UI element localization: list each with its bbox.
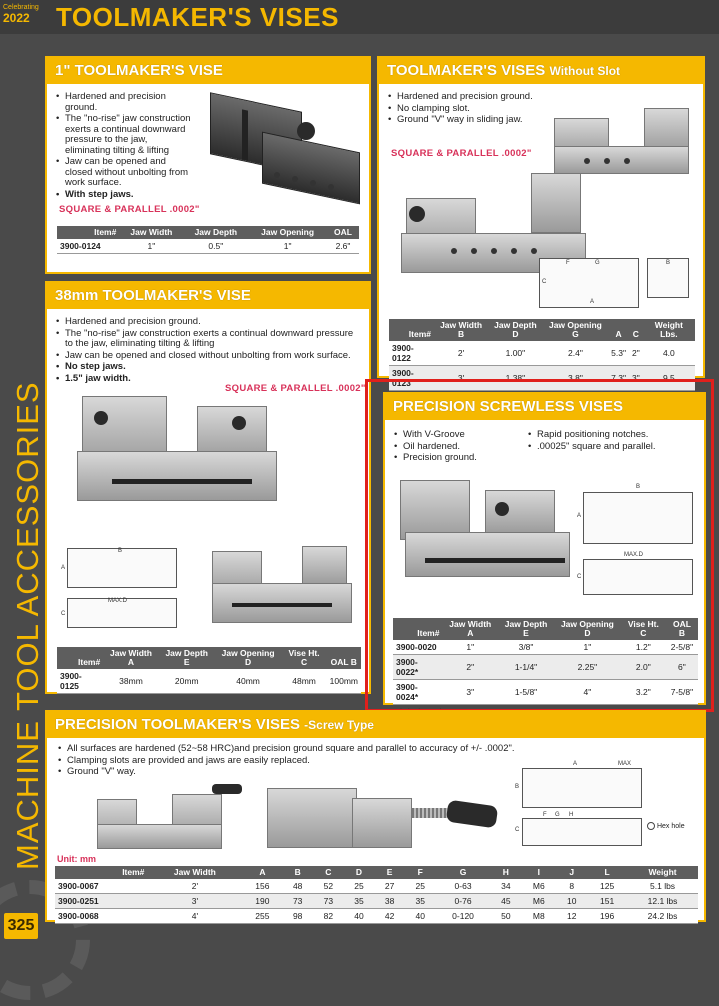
col-header: J	[556, 866, 587, 879]
col-header: Jaw Width	[147, 866, 242, 879]
feature-item: • Hardened and precision ground.	[387, 92, 557, 103]
table-cell: 35	[344, 894, 375, 909]
table-cell: 3900-0068	[55, 909, 147, 924]
spec-table-3	[57, 647, 361, 694]
table-cell: 3'	[147, 894, 242, 909]
feature-item: • Oil hardened.	[393, 442, 528, 453]
badge-year: 2022	[3, 11, 30, 25]
table-cell: 1"	[119, 239, 183, 254]
col-header: OAL B	[327, 647, 361, 669]
vise-image-small	[92, 784, 232, 854]
table-cell: 2'	[147, 879, 242, 894]
table-cell: 100mm	[327, 669, 361, 694]
table-cell: 40	[405, 909, 436, 924]
table-cell: 4'	[147, 909, 242, 924]
dim-label: MAX.D	[108, 598, 128, 604]
col-header: Jaw Depth E	[159, 647, 215, 669]
dim-label: A	[573, 761, 578, 767]
panel-toolmakers-vises-without-slot	[377, 56, 705, 388]
table-cell: 3900-0122	[389, 341, 434, 366]
table-cell: 190	[242, 894, 282, 909]
panel-title-sub: -Screw Type	[304, 718, 374, 732]
feature-item: • Rapid positioning notches.	[527, 430, 702, 441]
table-cell: 3/8"	[498, 640, 554, 655]
spec-table-5	[55, 866, 698, 924]
table-cell: 48	[282, 879, 313, 894]
table-cell: 1.38"	[488, 366, 543, 391]
panel-38mm-toolmakers-vise	[45, 281, 371, 694]
table-cell: 3"	[629, 366, 643, 391]
table-cell: 2.25"	[554, 655, 621, 680]
hex-hole-label	[647, 822, 685, 830]
col-header: Jaw Opening D	[215, 647, 282, 669]
table-cell: 4"	[554, 680, 621, 705]
col-header: Item#	[389, 319, 434, 341]
col-header: B	[282, 866, 313, 879]
table-cell: 3900-0020	[393, 640, 442, 655]
col-header: Item#	[57, 647, 103, 669]
dim-label: MAX.D	[624, 552, 644, 558]
panel-1in-toolmakers-vise	[45, 56, 371, 274]
table-cell: 40	[344, 909, 375, 924]
feature-item: • Ground "V" way.	[57, 767, 657, 778]
dim-label: A	[61, 565, 66, 571]
dim-label: C	[61, 611, 66, 617]
technical-drawing-side	[61, 598, 177, 628]
table-cell: 40mm	[215, 669, 282, 694]
col-header: G	[436, 866, 491, 879]
hex-hole-text: Hex hole	[656, 822, 685, 830]
anniversary-badge	[3, 4, 49, 32]
col-header: Jaw Depth D	[488, 319, 543, 341]
dim-label: A	[590, 299, 595, 305]
table-row	[57, 239, 359, 254]
dim-label: C	[577, 574, 582, 580]
col-header: Jaw Opening	[248, 226, 327, 239]
col-header: OAL B	[666, 618, 698, 640]
table-cell: 27	[374, 879, 405, 894]
col-header: L	[587, 866, 627, 879]
feature-item: • Precision ground.	[393, 453, 528, 464]
table-row	[57, 669, 361, 694]
table-cell: 2-5/8"	[666, 640, 698, 655]
col-header: C	[629, 319, 643, 341]
feature-item: • Clamping slots are provided and jaws are easily replaced.	[57, 756, 657, 767]
table-cell: M6	[521, 879, 556, 894]
col-header: Jaw Opening G	[543, 319, 608, 341]
col-header: Vise Ht. C	[621, 618, 666, 640]
panel-title: 1" TOOLMAKER'S VISE	[47, 58, 369, 84]
dim-label: B	[636, 484, 641, 490]
dim-label: G	[555, 812, 560, 818]
col-header: I	[521, 866, 556, 879]
table-cell: 156	[242, 879, 282, 894]
table-cell: 3900-0067	[55, 879, 147, 894]
table-cell: 34	[491, 879, 522, 894]
vise-image-small	[207, 541, 362, 636]
table-cell: 2.0"	[621, 655, 666, 680]
col-header: E	[374, 866, 405, 879]
table-cell: 3.8"	[543, 366, 608, 391]
feature-item: • With V-Groove	[393, 430, 528, 441]
feature-item: • Hardened and precision ground.	[55, 317, 363, 328]
table-cell: 7.3"	[608, 366, 629, 391]
table-cell: 3900-0124	[57, 239, 119, 254]
table-cell: 1"	[554, 640, 621, 655]
col-header: F	[405, 866, 436, 879]
vise-image-large	[262, 778, 502, 858]
feature-item: • Jaw can be opened and closed without unbolting from work surface.	[55, 157, 193, 189]
table-cell: 0-76	[436, 894, 491, 909]
page-title: TOOLMAKER'S VISES	[56, 2, 339, 32]
table-cell: 24.2 lbs	[627, 909, 698, 924]
table-cell: 48mm	[281, 669, 326, 694]
table-cell: 20mm	[159, 669, 215, 694]
table-cell: 25	[405, 879, 436, 894]
col-header: Jaw Width A	[103, 647, 159, 669]
table-cell: 73	[282, 894, 313, 909]
feature-item: • The "no-rise" jaw construction exerts a continual downward pressure to the jaw, eliminating tilting & lifting	[55, 114, 193, 156]
table-row	[55, 894, 698, 909]
table-cell: 3900-0024*	[393, 680, 442, 705]
table-cell: 0.5"	[183, 239, 248, 254]
table-cell: 2"	[442, 655, 498, 680]
table-cell: 4.0	[643, 341, 695, 366]
dim-label: F	[566, 260, 570, 266]
panel-title-main: PRECISION TOOLMAKER'S VISES	[55, 716, 300, 733]
feature-item: • The "no-rise" jaw construction exerts a continual downward pressure to the jaw, eliminating tilting & lifting	[55, 329, 363, 350]
col-header: Jaw Width	[119, 226, 183, 239]
vise-image	[202, 92, 367, 207]
table-cell: 255	[242, 909, 282, 924]
technical-drawing-top	[61, 548, 177, 588]
feature-item: • Ground "V" way in sliding jaw.	[387, 115, 557, 126]
col-header: H	[491, 866, 522, 879]
table-cell: 2'	[434, 341, 488, 366]
table-cell: 1.00"	[488, 341, 543, 366]
dim-label: F	[543, 812, 547, 818]
table-cell: 9.5	[643, 366, 695, 391]
feature-list	[55, 92, 193, 201]
hex-hole-icon	[647, 822, 655, 830]
feature-list	[55, 317, 363, 385]
table-cell: 151	[587, 894, 627, 909]
table-cell: 125	[587, 879, 627, 894]
highlight-frame	[365, 379, 714, 712]
table-cell: 5.1 lbs	[627, 879, 698, 894]
panel-title	[47, 712, 704, 738]
dim-label: B	[666, 260, 671, 266]
page-number: 325	[4, 913, 38, 939]
table-cell: 38	[374, 894, 405, 909]
square-parallel-note: SQUARE & PARALLEL .0002"	[225, 383, 366, 394]
dim-label: B	[118, 548, 123, 554]
table-cell: 1-5/8"	[498, 680, 554, 705]
panel-title-sub: Without Slot	[549, 64, 621, 78]
table-cell: 0-120	[436, 909, 491, 924]
table-cell: 52	[313, 879, 344, 894]
table-cell: 1"	[442, 640, 498, 655]
feature-item: • Jaw can be opened and closed without unbolting from work surface.	[55, 351, 363, 362]
feature-item: • .00025" square and parallel.	[527, 442, 702, 453]
table-cell: 35	[405, 894, 436, 909]
feature-item: • No clamping slot.	[387, 104, 557, 115]
table-cell: 5.3"	[608, 341, 629, 366]
table-cell: 25	[344, 879, 375, 894]
panel-title	[379, 58, 703, 84]
square-parallel-note: SQUARE & PARALLEL .0002"	[59, 204, 200, 215]
panel-title-main: TOOLMAKER'S VISES	[387, 62, 546, 79]
table-cell: 3900-0022*	[393, 655, 442, 680]
technical-drawing	[539, 258, 639, 308]
dim-label: MAX	[618, 761, 632, 767]
technical-drawing-end	[647, 258, 689, 298]
col-header: Item#	[57, 226, 119, 239]
table-cell: 2.4"	[543, 341, 608, 366]
spec-table-1	[57, 226, 359, 254]
table-cell: 3'	[434, 366, 488, 391]
feature-item: • 1.5" jaw width.	[55, 374, 363, 385]
dim-label: B	[515, 784, 520, 790]
feature-item: • With step jaws.	[55, 190, 193, 201]
panel-title: PRECISION SCREWLESS VISES	[385, 394, 704, 420]
table-cell: 45	[491, 894, 522, 909]
col-header: Jaw Depth E	[498, 618, 554, 640]
dim-label: C	[515, 827, 520, 833]
table-cell: 3900-0251	[55, 894, 147, 909]
table-cell: 10	[556, 894, 587, 909]
col-header: Jaw Depth	[183, 226, 248, 239]
col-header: D	[344, 866, 375, 879]
panel-precision-toolmakers-vises-screw-type	[45, 710, 706, 922]
feature-item: • No step jaws.	[55, 362, 363, 373]
table-cell: 8	[556, 879, 587, 894]
table-cell: 7-5/8"	[666, 680, 698, 705]
table-cell: 2"	[629, 341, 643, 366]
technical-drawing-side	[515, 812, 642, 846]
table-cell: 3900-0125	[57, 669, 103, 694]
dim-label: C	[542, 279, 547, 285]
vise-image-large	[72, 391, 287, 516]
dim-label: H	[569, 812, 574, 818]
table-cell: 1.2"	[621, 640, 666, 655]
unit-note: Unit: mm	[57, 854, 96, 864]
table-cell: 3"	[442, 680, 498, 705]
table-cell: 98	[282, 909, 313, 924]
table-cell: 82	[313, 909, 344, 924]
col-header: C	[313, 866, 344, 879]
col-header: OAL	[327, 226, 359, 239]
table-cell: M8	[521, 909, 556, 924]
table-cell: M6	[521, 894, 556, 909]
table-cell: 196	[587, 909, 627, 924]
col-header: Item#	[393, 618, 442, 640]
col-header: Vise Ht. C	[281, 647, 326, 669]
table-cell: 50	[491, 909, 522, 924]
badge-text: Celebrating	[3, 4, 39, 11]
table-row	[389, 341, 695, 366]
table-cell: 3900-0123	[389, 366, 434, 391]
table-cell: 1-1/4"	[498, 655, 554, 680]
side-category-label: MACHINE TOOL ACCESSORIES	[10, 381, 45, 870]
table-cell: 73	[313, 894, 344, 909]
table-cell: 42	[374, 909, 405, 924]
table-cell: 3.2"	[621, 680, 666, 705]
col-header: A	[608, 319, 629, 341]
panel-title: 38mm TOOLMAKER'S VISE	[47, 283, 369, 309]
dim-label: G	[595, 260, 600, 266]
col-header: A	[242, 866, 282, 879]
table-row	[55, 879, 698, 894]
page-header	[0, 0, 719, 34]
table-row	[55, 909, 698, 924]
square-parallel-note: SQUARE & PARALLEL .0002"	[391, 148, 532, 159]
table-cell: 6"	[666, 655, 698, 680]
table-cell: 12	[556, 909, 587, 924]
table-cell: 0-63	[436, 879, 491, 894]
feature-list	[387, 92, 557, 127]
col-header: Jaw Width B	[434, 319, 488, 341]
table-cell: 38mm	[103, 669, 159, 694]
feature-item: • Hardened and precision ground.	[55, 92, 193, 113]
col-header: Item#	[55, 866, 147, 879]
table-cell: 1"	[248, 239, 327, 254]
technical-drawing-top	[515, 761, 642, 808]
table-cell: 2.6"	[327, 239, 359, 254]
table-cell: 12.1 lbs	[627, 894, 698, 909]
feature-item: • All surfaces are hardened (52~58 HRC)and precision ground square and parallel to accuracy of +/- .0002".	[57, 744, 657, 755]
col-header: Jaw Opening D	[554, 618, 621, 640]
col-header: Weight	[627, 866, 698, 879]
col-header: Jaw Width A	[442, 618, 498, 640]
dim-label: A	[577, 513, 582, 519]
col-header: Weight Lbs.	[643, 319, 695, 341]
